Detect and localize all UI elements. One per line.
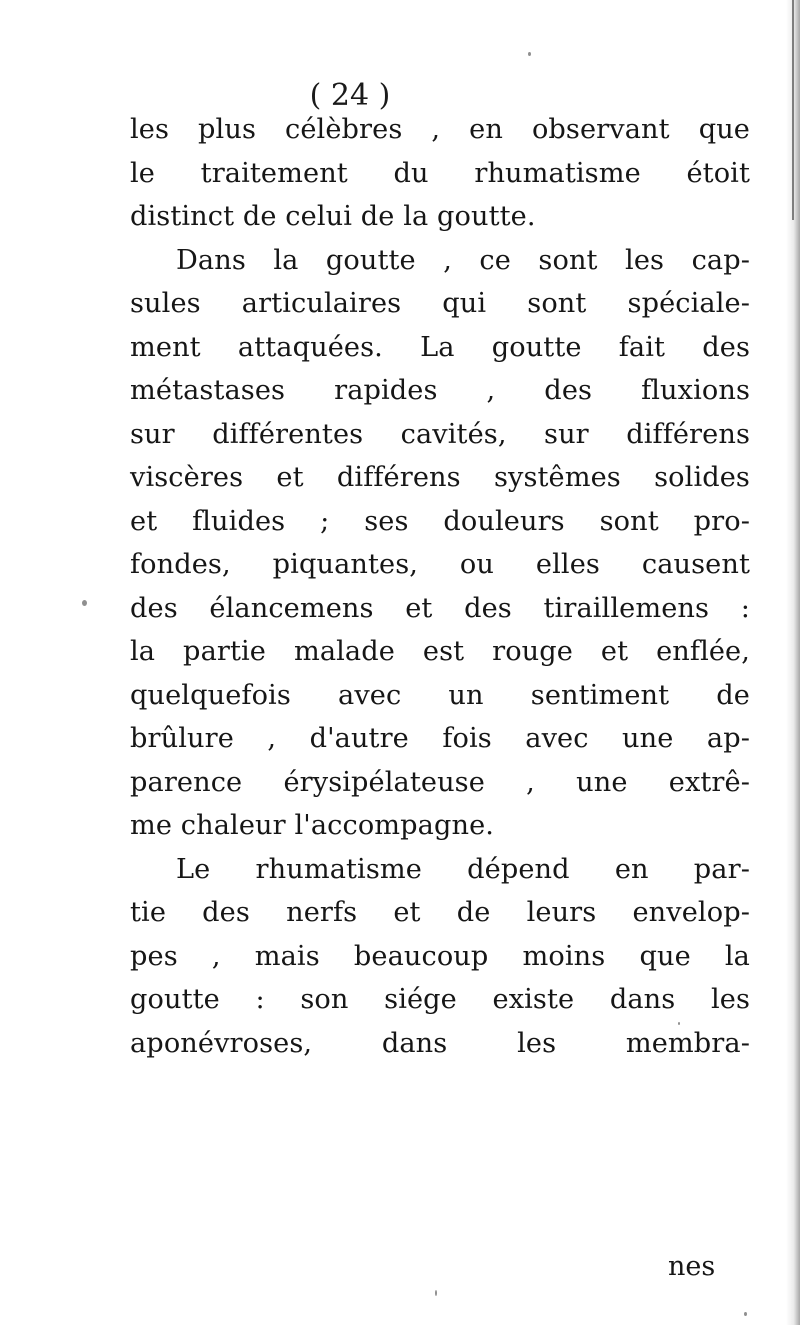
text-line: fondes, piquantes, ou elles causent bbox=[130, 549, 750, 580]
text-line: métastases rapides , des fluxions bbox=[130, 375, 750, 406]
text-line: le traitement du rhumatisme étoit bbox=[130, 157, 750, 189]
paragraph-start-line: Le rhumatisme dépend en par- bbox=[176, 853, 750, 885]
text-line: pes , mais beaucoup moins que la bbox=[130, 940, 750, 972]
paper-speck bbox=[744, 1312, 747, 1316]
paper-speck bbox=[435, 1290, 437, 1296]
page-number: ( 24 ) bbox=[309, 78, 391, 113]
text-line: ment attaquées. La goutte fait des bbox=[130, 331, 750, 363]
text-line: sules articulaires qui sont spéciale- bbox=[130, 288, 750, 319]
text-line: distinct de celui de la goutte. bbox=[130, 201, 536, 232]
text-line: la partie malade est rouge et enflée, bbox=[130, 636, 750, 667]
text-line: sur différentes cavités, sur différens bbox=[130, 418, 750, 450]
text-line: des élancemens et des tiraillemens : bbox=[130, 592, 750, 624]
text-line: et fluides ; ses douleurs sont pro- bbox=[130, 505, 750, 537]
body-text bbox=[130, 108, 750, 1065]
text-line: aponévroses, dans les membra- bbox=[130, 1027, 750, 1059]
paper-speck bbox=[82, 600, 87, 606]
page-edge-line bbox=[792, 0, 794, 220]
catchword: nes bbox=[668, 1251, 716, 1282]
text-line: les plus célèbres , en observant que bbox=[130, 114, 750, 145]
paper-speck bbox=[678, 1022, 680, 1025]
text-line: parence érysipélateuse , une extrê- bbox=[130, 766, 750, 798]
text-line: viscères et différens systêmes solides bbox=[130, 462, 750, 493]
text-line: goutte : son siége existe dans les bbox=[130, 984, 750, 1015]
text-line: quelquefois avec un sentiment de bbox=[130, 679, 750, 711]
paper-speck bbox=[528, 52, 531, 56]
text-line: tie des nerfs et de leurs envelop- bbox=[130, 897, 750, 928]
text-line: brûlure , d'autre fois avec une ap- bbox=[130, 723, 750, 754]
text-line: me chaleur l'accompagne. bbox=[130, 810, 495, 841]
paragraph-start-line: Dans la goutte , ce sont les cap- bbox=[176, 244, 750, 276]
